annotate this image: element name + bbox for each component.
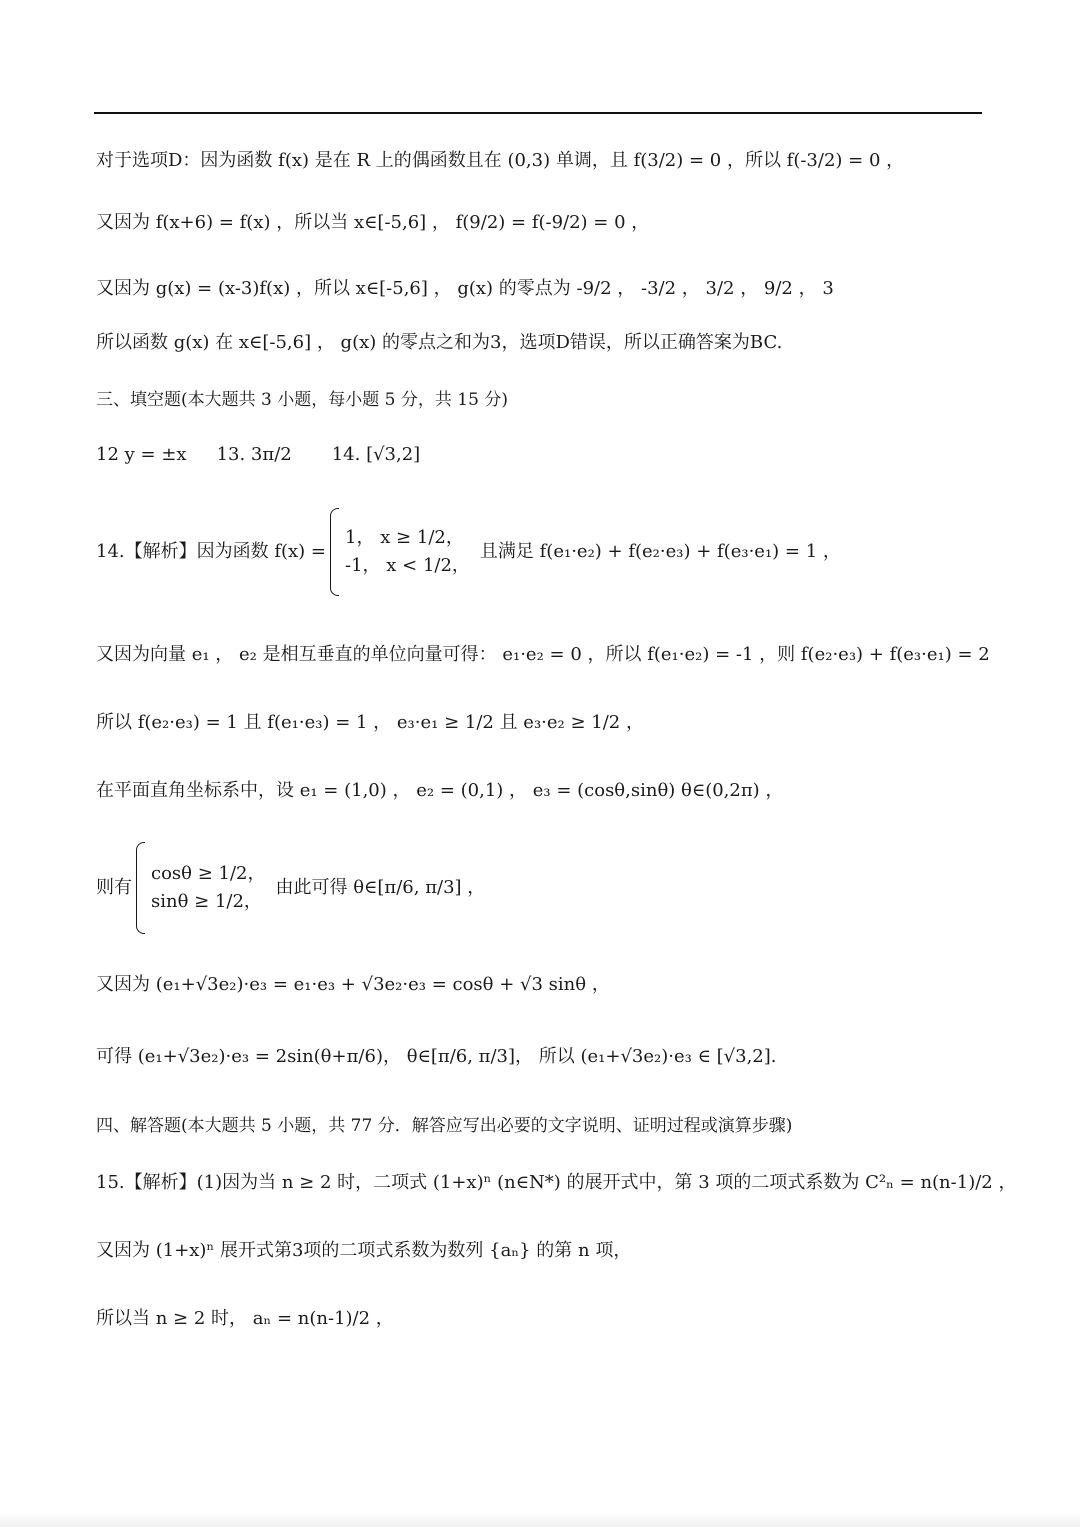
piecewise-brace: [330, 508, 339, 596]
zeros-line: 又因为 g(x) = (x-3)f(x) ，所以 x∈[-5,6] ， g(x) 的零点为 -9/2 ， -3/2 ， 3/2 ， 9/2 ， 3: [96, 278, 834, 299]
perpendicular-vectors-line: 又因为向量 e₁ ， e₂ 是相互垂直的单位向量可得： e₁·e₂ = 0 ，所以 f(e₁·e₂) = -1 ，则 f(e₂·e₃) + f(e₃·e₁) = 2: [96, 644, 990, 665]
section-4-heading: 四、解答题(本大题共 5 小题，共 77 分．解答应写出必要的文字说明、证明过程或演算步骤): [96, 1116, 793, 1136]
q14-analysis: 14.【解析】因为函数 f(x) = 1， x ≥ 1/2， -1， x < 1/2， 且满足 f(e₁·e₂) + f(e₂·e₃) + f(e₃·e₁) = 1 ，: [96, 508, 841, 596]
answer-13: 13. 3π/2: [216, 444, 292, 465]
answer-12: 12 y = ±x: [96, 444, 187, 465]
system-cases: cosθ ≥ 1/2， sinθ ≥ 1/2，: [151, 863, 266, 912]
sum-of-zeros-line: 所以函数 g(x) 在 x∈[-5,6] ， g(x) 的零点之和为3，选项D错误，所以正确答案为BC.: [96, 332, 783, 353]
dot-product-conditions-line: 所以 f(e₂·e₃) = 1 且 f(e₁·e₃) = 1 ， e₃·e₁ ≥ 1/2 且 e₃·e₂ ≥ 1/2 ，: [96, 712, 644, 733]
system-brace: [136, 842, 145, 934]
theta-range-line: 则有 cosθ ≥ 1/2， sinθ ≥ 1/2， 由此可得 θ∈[π/6, π/3] ，: [96, 842, 485, 934]
piecewise-cases: 1， x ≥ 1/2， -1， x < 1/2，: [345, 527, 470, 576]
q15-analysis: 15.【解析】(1)因为当 n ≥ 2 时，二项式 (1+x)ⁿ (n∈N*) 的展开式中，第 3 项的二项式系数为 C²ₙ = n(n-1)/2 ，: [96, 1172, 1017, 1193]
expansion-line: 又因为 (e₁+√3e₂)·e₃ = e₁·e₃ + √3e₂·e₃ = cosθ + √3 sinθ ，: [96, 974, 610, 995]
top-rule: [94, 112, 982, 114]
conclusion-line: 可得 (e₁+√3e₂)·e₃ = 2sin(θ+π/6)， θ∈[π/6, π/3]， 所以 (e₁+√3e₂)·e₃ ∈ [√3,2].: [96, 1046, 777, 1067]
section-3-heading: 三、填空题(本大题共 3 小题，每小题 5 分，共 15 分): [96, 390, 508, 410]
an-formula-line: 所以当 n ≥ 2 时， aₙ = n(n-1)/2 ，: [96, 1308, 394, 1329]
coordinate-setup-line: 在平面直角坐标系中，设 e₁ = (1,0) ， e₂ = (0,1) ， e₃ = (cosθ,sinθ) θ∈(0,2π) ，: [96, 780, 784, 801]
option-d-line: 对于选项D：因为函数 f(x) 是在 R 上的偶函数且在 (0,3) 单调，且 f(3/2) = 0 ，所以 f(-3/2) = 0 ，: [96, 150, 905, 171]
page-bottom-edge: [0, 1513, 1080, 1527]
sequence-term-line: 又因为 (1+x)ⁿ 展开式第3项的二项式系数为数列 {aₙ} 的第 n 项，: [96, 1240, 632, 1261]
fill-in-answers: [96, 444, 420, 466]
answer-14: 14. [√3,2]: [331, 444, 421, 465]
periodic-line: 又因为 f(x+6) = f(x) ，所以当 x∈[-5,6] ， f(9/2) = f(-9/2) = 0 ，: [96, 212, 650, 233]
